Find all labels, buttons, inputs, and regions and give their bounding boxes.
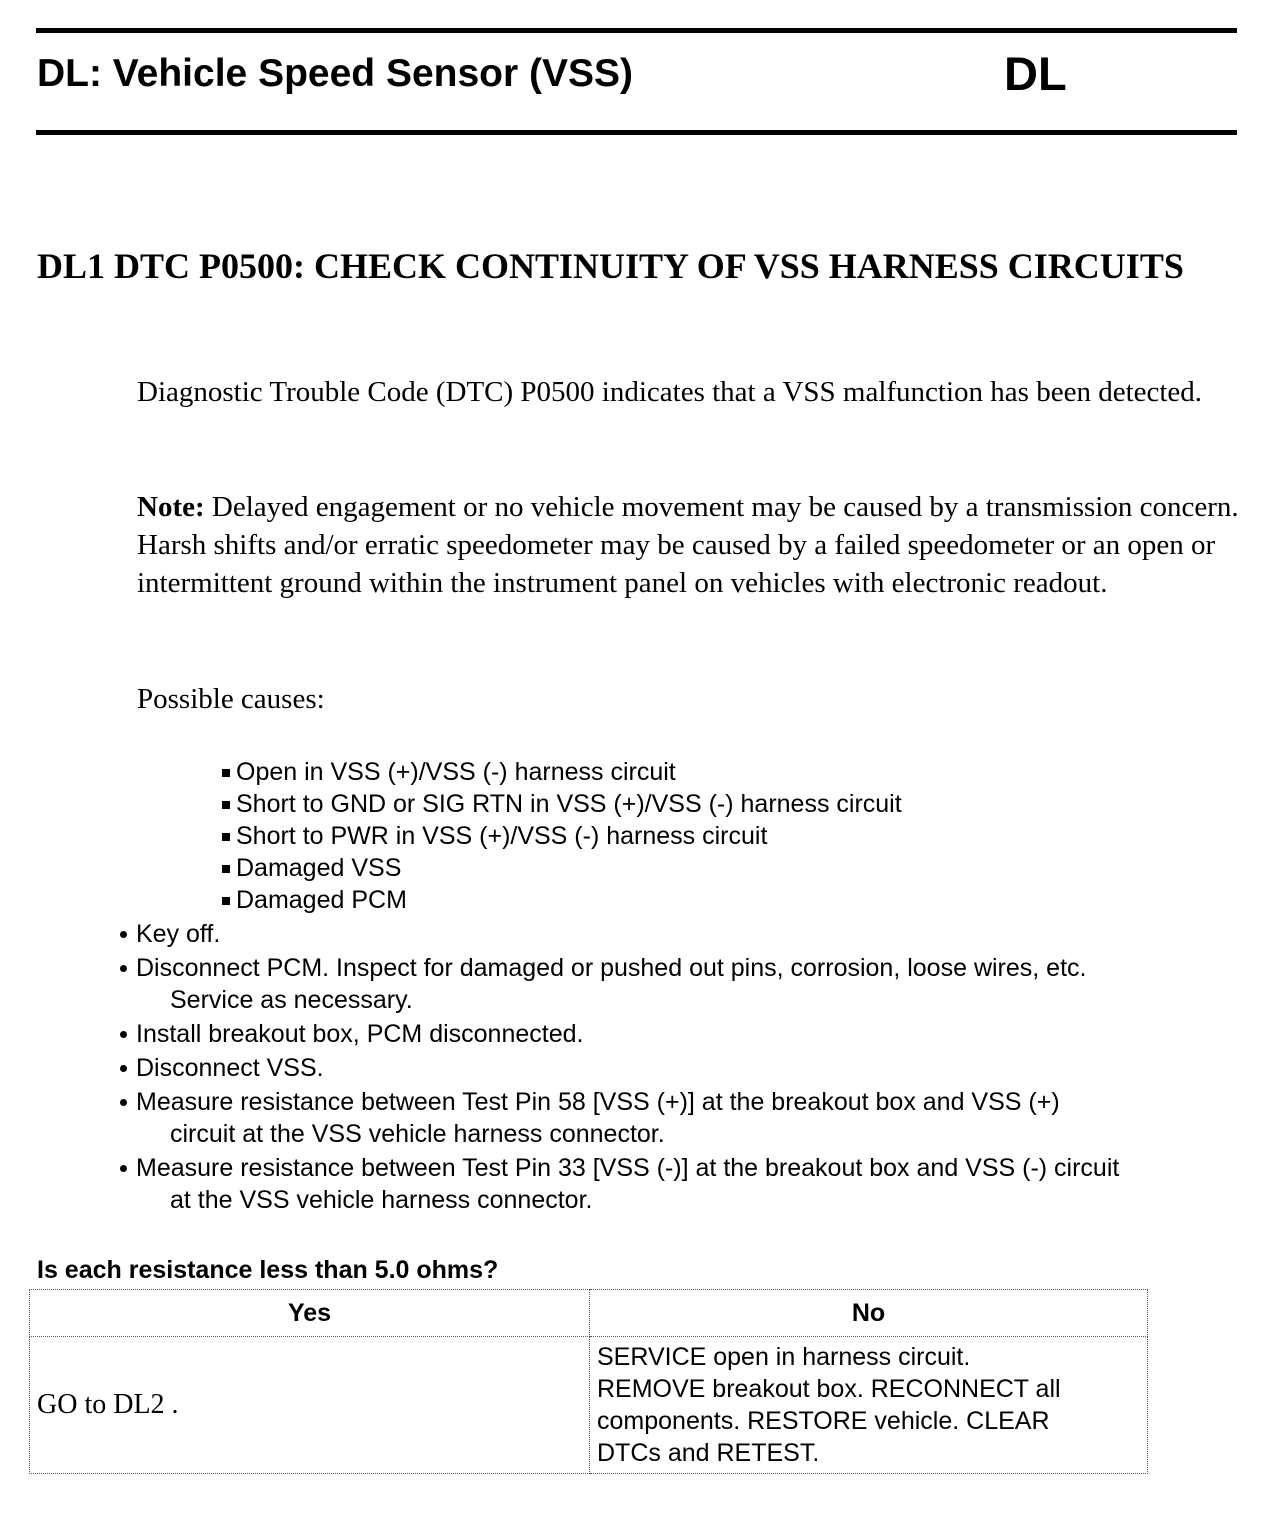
yes-action-text: GO to DL2 . (37, 1389, 179, 1420)
no-column-header: No (590, 1290, 1148, 1337)
step-text: Install breakout box, PCM disconnected. (136, 1020, 584, 1048)
note-label: Note: (137, 491, 205, 523)
step-item (118, 1086, 1248, 1150)
yes-action-cell (30, 1337, 590, 1474)
no-action-line: components. RESTORE vehicle. CLEAR (597, 1407, 1050, 1435)
cause-item: Short to PWR in VSS (+)/VSS (-) harness circuit (222, 820, 902, 852)
cause-item: Damaged VSS (222, 852, 902, 884)
cause-item: Open in VSS (+)/VSS (-) harness circuit (222, 756, 902, 788)
table-row (30, 1337, 1148, 1474)
step-text: Measure resistance between Test Pin 58 [VSS (+)] at the breakout box and VSS (+) (136, 1088, 1060, 1116)
cause-item: Short to GND or SIG RTN in VSS (+)/VSS (-) harness circuit (222, 788, 902, 820)
page-header-title: DL: Vehicle Speed Sensor (VSS) (37, 52, 634, 95)
decision-table (29, 1289, 1148, 1474)
possible-causes-label: Possible causes: (137, 683, 325, 715)
decision-question: Is each resistance less than 5.0 ohms? (37, 1256, 499, 1284)
note-text: Delayed engagement or no vehicle movement may be caused by a transmission concern. Harsh shifts and/or erratic speedometer may be caused by a failed speedometer or an open or intermittent ground within the instrument panel on vehicles with electronic readout. (137, 491, 1239, 599)
note-paragraph (137, 488, 1247, 602)
no-action-line: REMOVE breakout box. RECONNECT all (597, 1375, 1061, 1403)
page-header-code: DL (1004, 47, 1067, 100)
header-bottom-rule (36, 130, 1237, 135)
step-text: Measure resistance between Test Pin 33 [VSS (-)] at the breakout box and VSS (-) circuit (136, 1154, 1120, 1182)
step-item (118, 1018, 1248, 1050)
step-item (118, 918, 1248, 950)
no-action-line: SERVICE open in harness circuit. (597, 1343, 971, 1371)
step-item (118, 1152, 1248, 1216)
procedure-steps (118, 918, 1248, 1218)
step-text-continued: circuit at the VSS vehicle harness connector. (170, 1120, 665, 1148)
possible-causes-list (222, 756, 902, 916)
no-action-line: DTCs and RETEST. (597, 1439, 820, 1467)
yes-column-header: Yes (30, 1290, 590, 1337)
step-text: Key off. (136, 920, 221, 948)
step-text: Disconnect VSS. (136, 1054, 324, 1082)
step-text-continued: at the VSS vehicle harness connector. (170, 1186, 593, 1214)
no-action-cell (590, 1337, 1148, 1474)
step-item (118, 1052, 1248, 1084)
step-text: Disconnect PCM. Inspect for damaged or pushed out pins, corrosion, loose wires, etc. (136, 954, 1087, 982)
cause-item: Damaged PCM (222, 884, 902, 916)
table-header-row (30, 1290, 1148, 1337)
step-text-continued: Service as necessary. (170, 986, 413, 1014)
step-item (118, 952, 1248, 1016)
section-title: DL1 DTC P0500: CHECK CONTINUITY OF VSS HARNESS CIRCUITS (37, 246, 1184, 286)
header-top-rule (36, 28, 1237, 33)
dtc-description: Diagnostic Trouble Code (DTC) P0500 indicates that a VSS malfunction has been detected. (137, 376, 1203, 408)
